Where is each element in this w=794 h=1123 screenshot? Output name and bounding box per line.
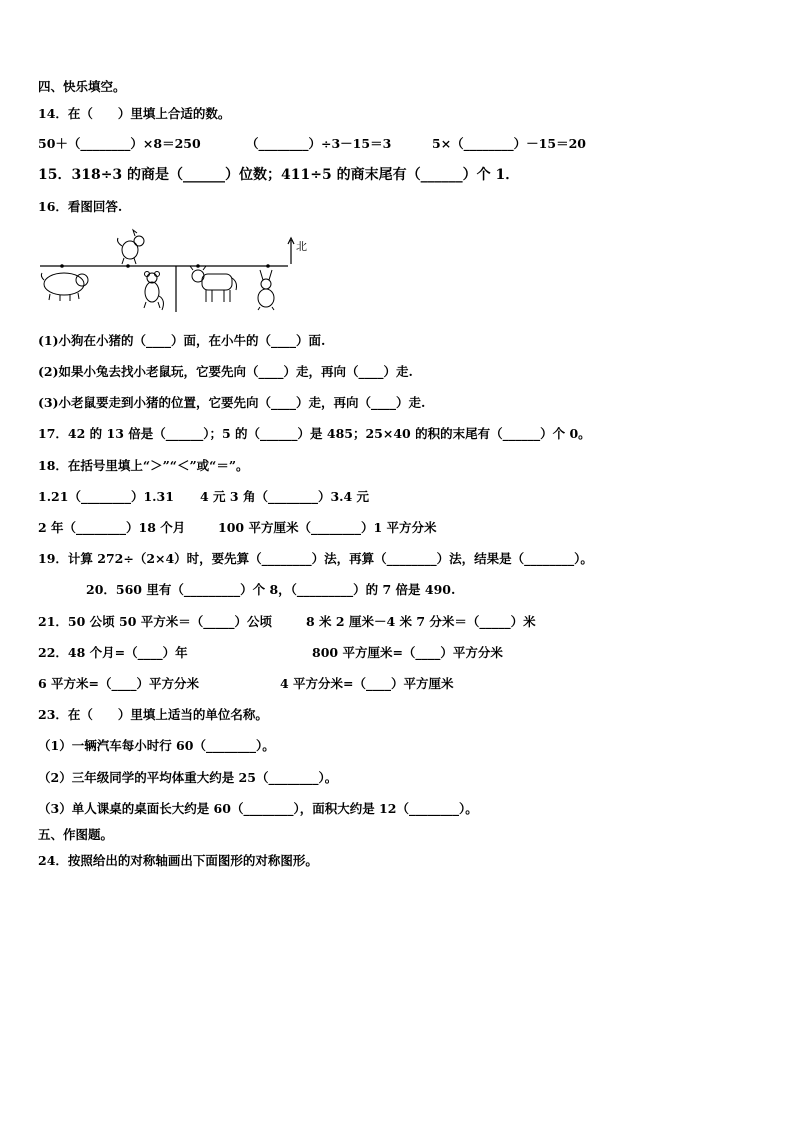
question-20: 20．560 里有（_________）个 8，（_________）的 7 倍是 490.	[86, 582, 456, 597]
question-14-b: （________）÷3－15＝3	[246, 136, 392, 151]
question-18-c: 2 年（________）18 个月	[38, 520, 186, 535]
question-18-b: 4 元 3 角（________）3.4 元	[200, 489, 370, 504]
dog-icon	[118, 230, 145, 264]
section-four-heading: 四、快乐填空。	[38, 79, 126, 94]
question-19: 19．计算 272÷（2×4）时，要先算（________）法，再算（________）法，结果是（________）。	[38, 551, 593, 566]
question-22-c: 6 平方米=（____）平方分米	[38, 676, 200, 691]
question-24: 24．按照给出的对称轴画出下面图形的对称图形。	[38, 853, 318, 868]
rabbit-icon	[258, 270, 274, 310]
north-arrow-icon	[288, 238, 294, 264]
question-23-2: （2）三年级同学的平均体重大约是 25（________）。	[38, 770, 338, 785]
question-14: 14．在（ ）里填上合适的数。	[38, 106, 231, 121]
question-14-c: 5×（________）－15＝20	[432, 136, 586, 151]
question-14-a: 50＋（________）×8＝250	[38, 136, 201, 151]
question-16: 16．看图回答.	[38, 199, 123, 214]
question-21-a: 21．50 公顷 50 平方米＝（_____）公顷	[38, 614, 272, 629]
question-23-1: （1）一辆汽车每小时行 60（________）。	[38, 738, 275, 753]
section-five-heading: 五、作图题。	[38, 827, 114, 842]
cow-icon	[190, 266, 237, 302]
question-15: 15．318÷3 的商是（______）位数；411÷5 的商末尾有（______）个 1．	[38, 167, 520, 183]
question-16-3: (3)小老鼠要走到小猪的位置，它要先向（____）走，再向（____）走.	[38, 395, 426, 410]
question-18: 18．在括号里填上“＞”“＜”或“＝”。	[38, 458, 249, 473]
pig-icon	[41, 273, 88, 301]
question-22-b: 800 平方厘米=（____）平方分米	[312, 645, 503, 660]
question-23: 23．在（ ）里填上适当的单位名称。	[38, 707, 268, 722]
question-16-1: (1)小狗在小猪的（____）面，在小牛的（____）面.	[38, 333, 326, 348]
question-17: 17．42 的 13 倍是（______）；5 的（______）是 485；25×40 的积的末尾有（______）个 0。	[38, 426, 591, 441]
question-23-3: （3）单人课桌的桌面长大约是 60（________），面积大约是 12（________）。	[38, 801, 478, 816]
question-18-a: 1.21（________）1.31	[38, 489, 174, 504]
north-label: 北	[296, 240, 307, 253]
question-21-b: 8 米 2 厘米－4 米 7 分米＝（_____）米	[306, 614, 536, 629]
question-18-d: 100 平方厘米（________）1 平方分米	[218, 520, 437, 535]
question-22-d: 4 平方分米=（____）平方厘米	[280, 676, 454, 691]
question-22-a: 22．48 个月=（____）年	[38, 645, 188, 660]
question-16-2: (2)如果小兔去找小老鼠玩，它要先向（____）走，再向（____）走.	[38, 364, 413, 379]
direction-figure	[38, 228, 318, 318]
mouse-icon	[144, 272, 163, 311]
